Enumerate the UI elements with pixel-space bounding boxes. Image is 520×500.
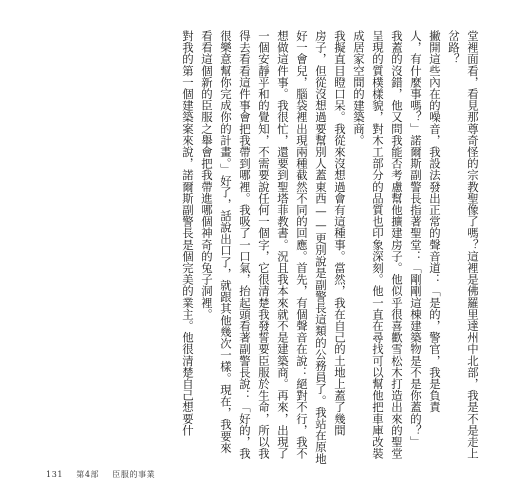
text-line: 岔路？	[447, 30, 461, 65]
page-footer	[46, 469, 165, 480]
text-line: 房子，但從沒想過要幫別人蓋東西——更別說是副警長這類的公務員了。我站在原地	[314, 30, 328, 465]
text-line: 成居家空間的建築商。	[352, 30, 366, 146]
text-line: 看看這個新的臣服之舉會把我帶進哪個神奇的兔子洞裡。	[200, 30, 214, 320]
text-line: 得去看看這件事會把我帶到哪裡。我吸了一口氣，抬起頭看著副警長說：「好的，我	[238, 30, 252, 460]
body-text	[178, 30, 482, 465]
text-line: 我蓋的沒錯，他又問我能否考慮幫他擴建房子。他似乎很喜歡雪松木打造出來的聖堂	[390, 30, 404, 460]
text-line: 人，有什麼事嗎？」諾爾斯副警長指著聖堂：「剛剛這棟建築物是不是你蓋的？」	[409, 30, 423, 448]
text-line: 撇開這些內在的噪音，我設法發出正常的聲音道：「是的，警官，我是負責	[428, 30, 442, 413]
text-line: 我擬直目瞪口呆。我從來沒想過會有這種事。當然，我在自己的土地上蓋了幾間	[333, 30, 347, 436]
page-number: 131	[46, 470, 64, 479]
text-line: 呈現的質樸樣貌，對木工部分的品質也印象深刻。他一直在尋找可以幫他把車庫改裝	[371, 30, 385, 460]
part-title: 臣服的事業	[112, 470, 156, 479]
text-line: 一個安靜平和的覺知，不需要說任何一個字，它很清楚我發誓要臣服於生命，所以我	[257, 30, 271, 460]
text-line: 堂裡面看，看見那尊奇怪的宗教聖像了嗎？這裡是佛羅里達州中北部，我是不是走上	[466, 30, 480, 460]
text-line: 很樂意幫你完成你的計畫。」好了，話說出口了，就跟其他幾次一樣。現在，我要來	[219, 30, 233, 454]
text-line: 好一會兒，腦袋裡出現兩種截然不同的回應。首先，有個聲音在說：絕對不行，我不	[295, 30, 309, 460]
part-label: 第4部	[76, 470, 100, 479]
text-line: 對我的第一個建築案來說，諾爾斯副警長是個完美的業主。他很清楚自己想要什	[181, 30, 195, 436]
text-line: 想做這件事。我很忙，還要到聖塔菲教書。況且我本來就不是建築商。再來，出現了	[276, 30, 290, 460]
